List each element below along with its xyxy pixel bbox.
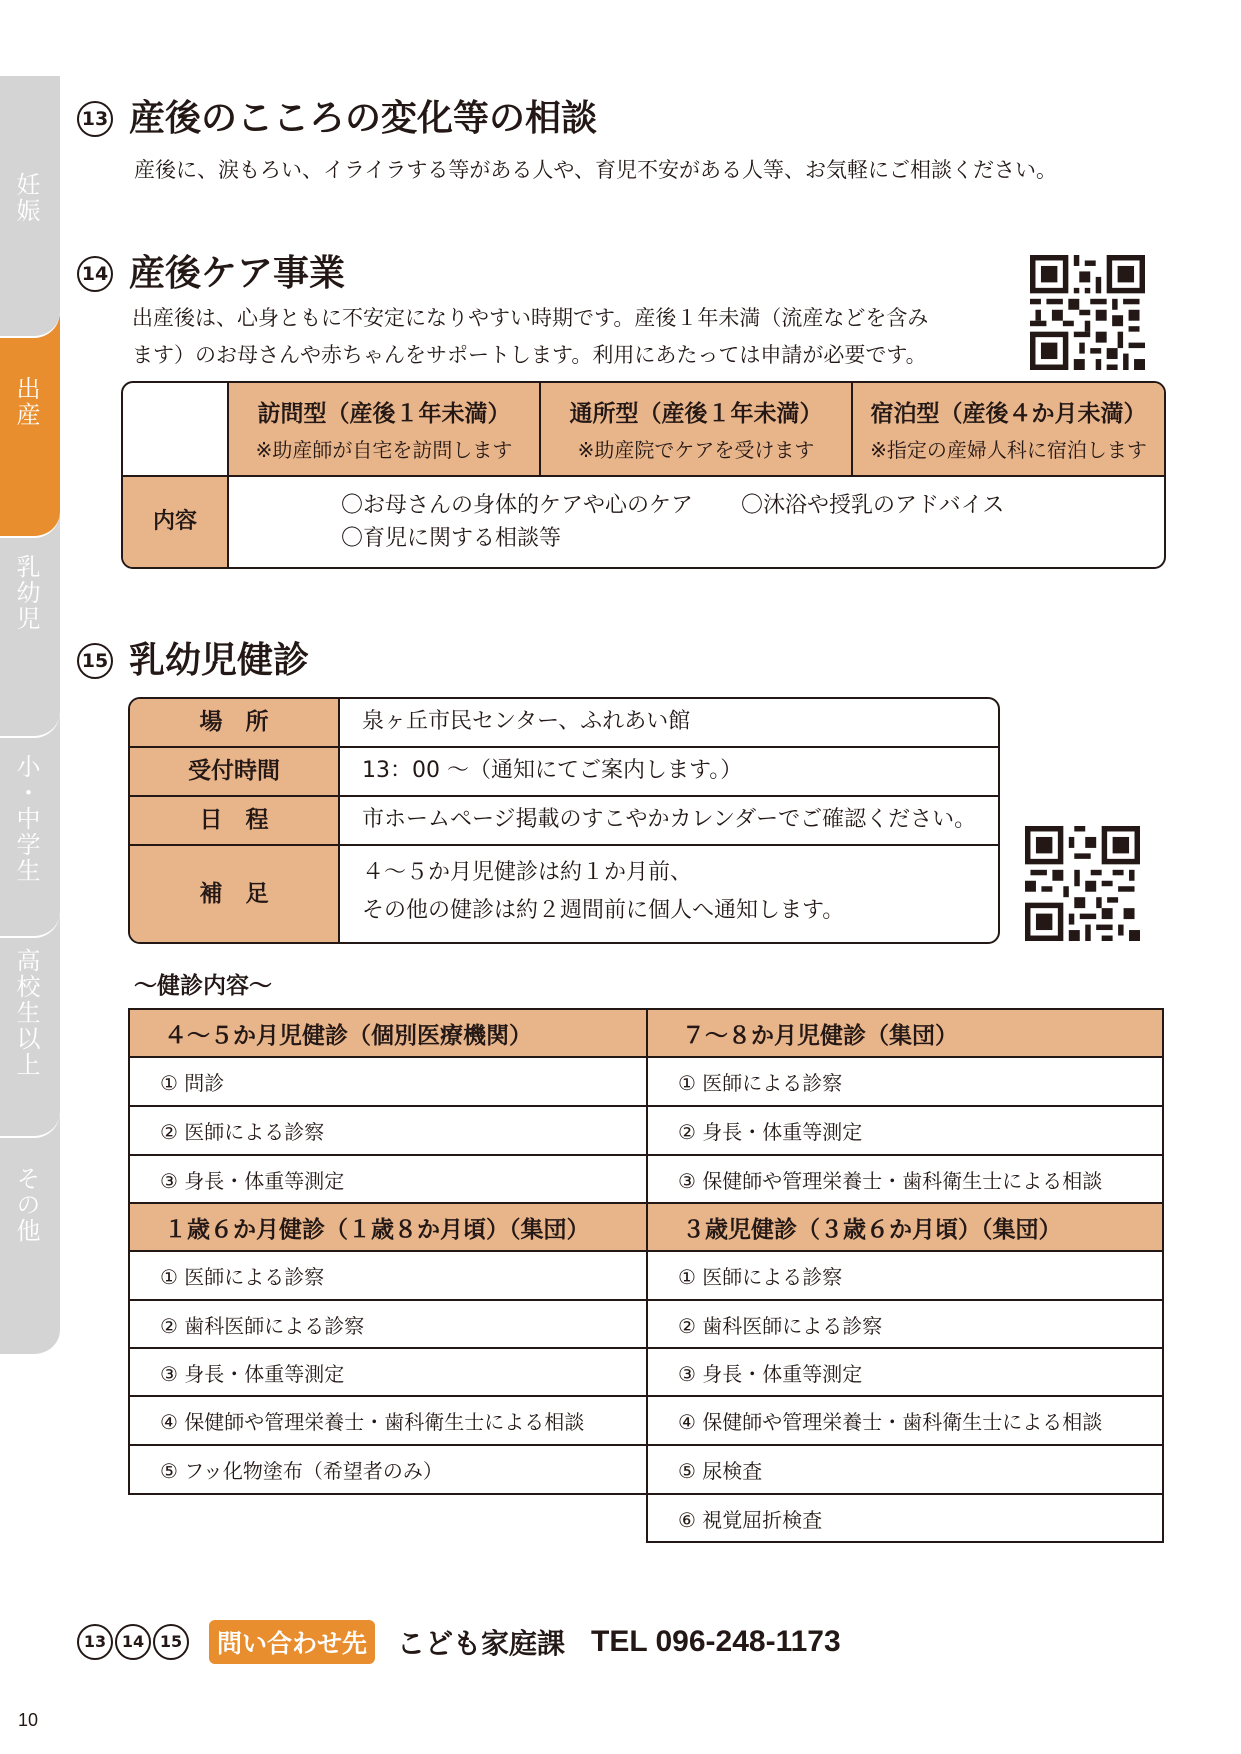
section-14-body-line: 出産後は、心身ともに不安定になりやすい時期です。産後１年未満（流産などを含み [132, 306, 929, 330]
contact-phone[interactable]: TEL 096-248-1173 [591, 1625, 841, 1658]
care-column-daycare [539, 383, 851, 475]
tab-pregnancy[interactable] [0, 76, 60, 338]
info-label: 場 所 [130, 699, 340, 746]
contents-header: ３歳児健診（３歳６か月頃）（集団） [646, 1202, 1164, 1252]
contents-header: １歳６か月健診（１歳８か月頃）（集団） [128, 1202, 648, 1252]
contents-item: ⑤ 尿検査 [646, 1444, 1164, 1495]
info-row-schedule [130, 797, 998, 846]
qr-code-icon[interactable] [1025, 826, 1140, 941]
section-number: 13 [77, 101, 113, 137]
contents-item: ① 医師による診察 [646, 1056, 1164, 1107]
contents-header: ７〜８か月児健診（集団） [646, 1008, 1164, 1058]
tab-school[interactable] [0, 716, 60, 938]
section-13-title [77, 90, 597, 141]
divider [227, 477, 229, 569]
section-15-title [77, 632, 309, 683]
divider [123, 475, 1164, 477]
info-value: 13：00 〜（通知にてご案内します。） [362, 758, 743, 783]
contents-item: ③ 保健師や管理栄養士・歯科衛生士による相談 [646, 1154, 1164, 1204]
contents-item: ③ 身長・体重等測定 [646, 1347, 1164, 1397]
section-title-text: 産後ケア事業 [129, 253, 346, 294]
contents-item: ① 医師による診察 [646, 1250, 1164, 1301]
side-tab-nav [0, 76, 60, 1356]
postpartum-care-table [121, 381, 1166, 569]
contents-item: ② 身長・体重等測定 [646, 1105, 1164, 1156]
tab-highschool[interactable] [0, 916, 60, 1138]
care-column-note: ※助産師が自宅を訪問します [255, 438, 513, 462]
contents-item: ② 歯科医師による診察 [128, 1299, 648, 1349]
contents-item: ③ 身長・体重等測定 [128, 1154, 648, 1204]
care-row-label: 内容 [123, 477, 227, 567]
qr-code-icon[interactable] [1030, 255, 1145, 370]
contents-item: ⑤ フッ化物塗布（希望者のみ） [128, 1444, 648, 1495]
section-13-body: 産後に、涙もろい、イライラする等がある人や、育児不安がある人等、お気軽にご相談ください。 [134, 158, 1057, 182]
info-label: 日 程 [130, 797, 340, 844]
contents-item: ⑥ 視覚屈折検査 [646, 1493, 1164, 1543]
tab-infant[interactable] [0, 516, 60, 738]
section-ref: 13 [77, 1624, 113, 1660]
tab-other[interactable] [0, 1116, 60, 1356]
contents-item: ① 問診 [128, 1056, 648, 1107]
section-title-text: 乳幼児健診 [129, 640, 310, 681]
care-item: 〇お母さんの身体的ケアや心のケア [341, 493, 694, 518]
section-ref: 14 [115, 1624, 151, 1660]
care-item: 〇沐浴や授乳のアドバイス [741, 493, 1005, 518]
care-column-title: 宿泊型（産後４か月未満） [870, 401, 1147, 427]
tab-birth[interactable] [0, 316, 60, 538]
section-14-body-line: ます）のお母さんや赤ちゃんをサポートします。利用にあたっては申請が必要です。 [132, 343, 927, 367]
info-row-time [130, 748, 998, 797]
info-row-note [130, 846, 998, 942]
info-label: 受付時間 [130, 748, 340, 795]
section-number: 15 [77, 643, 113, 679]
care-column-title: 通所型（産後１年未満） [569, 401, 823, 427]
info-row-place [130, 699, 998, 748]
care-content [341, 489, 1004, 555]
care-column-note: ※助産院でケアを受けます [577, 438, 815, 462]
info-value: 泉ヶ丘市民センター、ふれあい館 [362, 709, 691, 734]
care-column-stay [851, 383, 1164, 475]
info-value-line: その他の健診は約２週間前に個人へ通知します。 [362, 898, 845, 923]
contents-header: ４〜５か月児健診（個別医療機関） [128, 1008, 648, 1058]
contents-item: ③ 身長・体重等測定 [128, 1347, 648, 1397]
contents-item: ① 医師による診察 [128, 1250, 648, 1301]
contents-item: ④ 保健師や管理栄養士・歯科衛生士による相談 [646, 1395, 1164, 1446]
section-title-text: 産後のこころの変化等の相談 [129, 98, 598, 139]
tab-label: 妊娠 [12, 172, 40, 224]
contents-item: ④ 保健師や管理栄養士・歯科衛生士による相談 [128, 1395, 648, 1446]
contents-heading: 〜健診内容〜 [134, 973, 272, 999]
care-item: 〇育児に関する相談等 [341, 526, 562, 551]
info-label: 補 足 [130, 846, 340, 942]
tab-label: その他 [12, 1166, 40, 1244]
section-14-title [77, 245, 345, 296]
contents-item: ② 歯科医師による診察 [646, 1299, 1164, 1349]
contact-department: こども家庭課 [397, 1627, 566, 1660]
checkup-info-table [128, 697, 1000, 944]
contact-footer [77, 1620, 841, 1664]
section-number: 14 [77, 256, 113, 292]
tab-label: 小・中学生 [12, 754, 40, 884]
contents-item: ② 医師による診察 [128, 1105, 648, 1156]
page-number: 10 [18, 1710, 39, 1730]
care-column-visit [227, 383, 539, 475]
tab-label: 高校生以上 [12, 948, 40, 1078]
tab-label: 乳幼児 [12, 554, 40, 632]
section-14-body [132, 300, 928, 374]
section-ref: 15 [153, 1624, 189, 1660]
care-column-note: ※指定の産婦人科に宿泊します [870, 438, 1147, 462]
contact-badge: 問い合わせ先 [209, 1620, 375, 1664]
tab-label: 出産 [12, 376, 40, 428]
care-column-title: 訪問型（産後１年未満） [257, 401, 511, 427]
info-value: 市ホームページ掲載のすこやかカレンダーでご確認ください。 [362, 807, 977, 832]
info-value-line: ４〜５か月児健診は約１か月前、 [362, 860, 693, 885]
section-refs [77, 1624, 191, 1660]
info-value [362, 854, 844, 930]
